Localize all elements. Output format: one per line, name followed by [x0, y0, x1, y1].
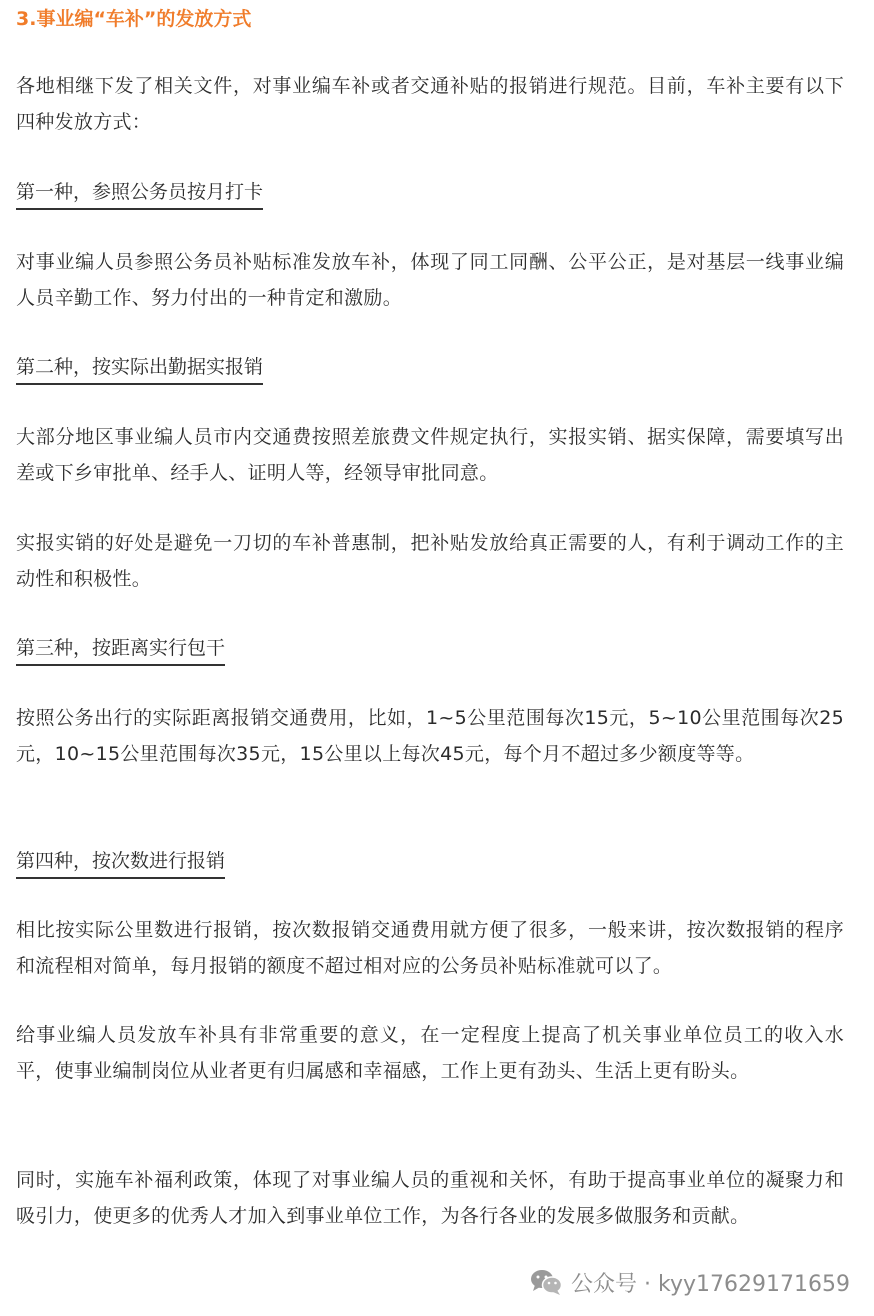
closing-paragraph-2: 同时，实施车补福利政策，体现了对事业编人员的重视和关怀，有助于提高事业单位的凝聚力和吸引力，使更多的优秀人才加入到事业单位工作，为各行各业的发展多做服务和贡献。 — [16, 1169, 844, 1227]
section-heading: 3.事业编“车补”的发放方式 — [16, 8, 252, 30]
intro-paragraph: 各地相继下发了相关文件，对事业编车补或者交通补贴的报销进行规范。目前，车补主要有以下四种发放方式： — [16, 75, 844, 133]
wechat-icon — [529, 1268, 563, 1296]
method-3-title: 第三种，按距离实行包干 — [16, 634, 225, 666]
method-1-title: 第一种，参照公务员按月打卡 — [16, 178, 263, 210]
method-1-paragraph: 对事业编人员参照公务员补贴标准发放车补，体现了同工同酬、公平公正，是对基层一线事业编人员辛勤工作、努力付出的一种肯定和激励。 — [16, 251, 844, 309]
closing-paragraph-1: 给事业编人员发放车补具有非常重要的意义，在一定程度上提高了机关事业单位员工的收入水平，使事业编制岗位从业者更有归属感和幸福感，工作上更有劲头、生活上更有盼头。 — [16, 1024, 844, 1082]
method-2-title: 第二种，按实际出勤据实报销 — [16, 353, 263, 385]
method-2-paragraph-1: 大部分地区事业编人员市内交通费按照差旅费文件规定执行，实报实销、据实保障，需要填写出差或下乡审批单、经手人、证明人等，经领导审批同意。 — [16, 426, 844, 484]
method-2-paragraph-2: 实报实销的好处是避免一刀切的车补普惠制，把补贴发放给真正需要的人，有利于调动工作的主动性和积极性。 — [16, 532, 844, 590]
watermark-text: 公众号 · kyy17629171659 — [571, 1271, 850, 1297]
method-4-paragraph: 相比按实际公里数进行报销，按次数报销交通费用就方便了很多，一般来讲，按次数报销的程序和流程相对简单，每月报销的额度不超过相对应的公务员补贴标准就可以了。 — [16, 919, 844, 977]
method-4-title: 第四种，按次数进行报销 — [16, 847, 225, 879]
watermark — [529, 1264, 850, 1300]
method-3-paragraph: 按照公务出行的实际距离报销交通费用，比如，1~5公里范围每次15元，5~10公里范围每次25元，10~15公里范围每次35元，15公里以上每次45元，每个月不超过多少额度等等。 — [16, 707, 844, 765]
